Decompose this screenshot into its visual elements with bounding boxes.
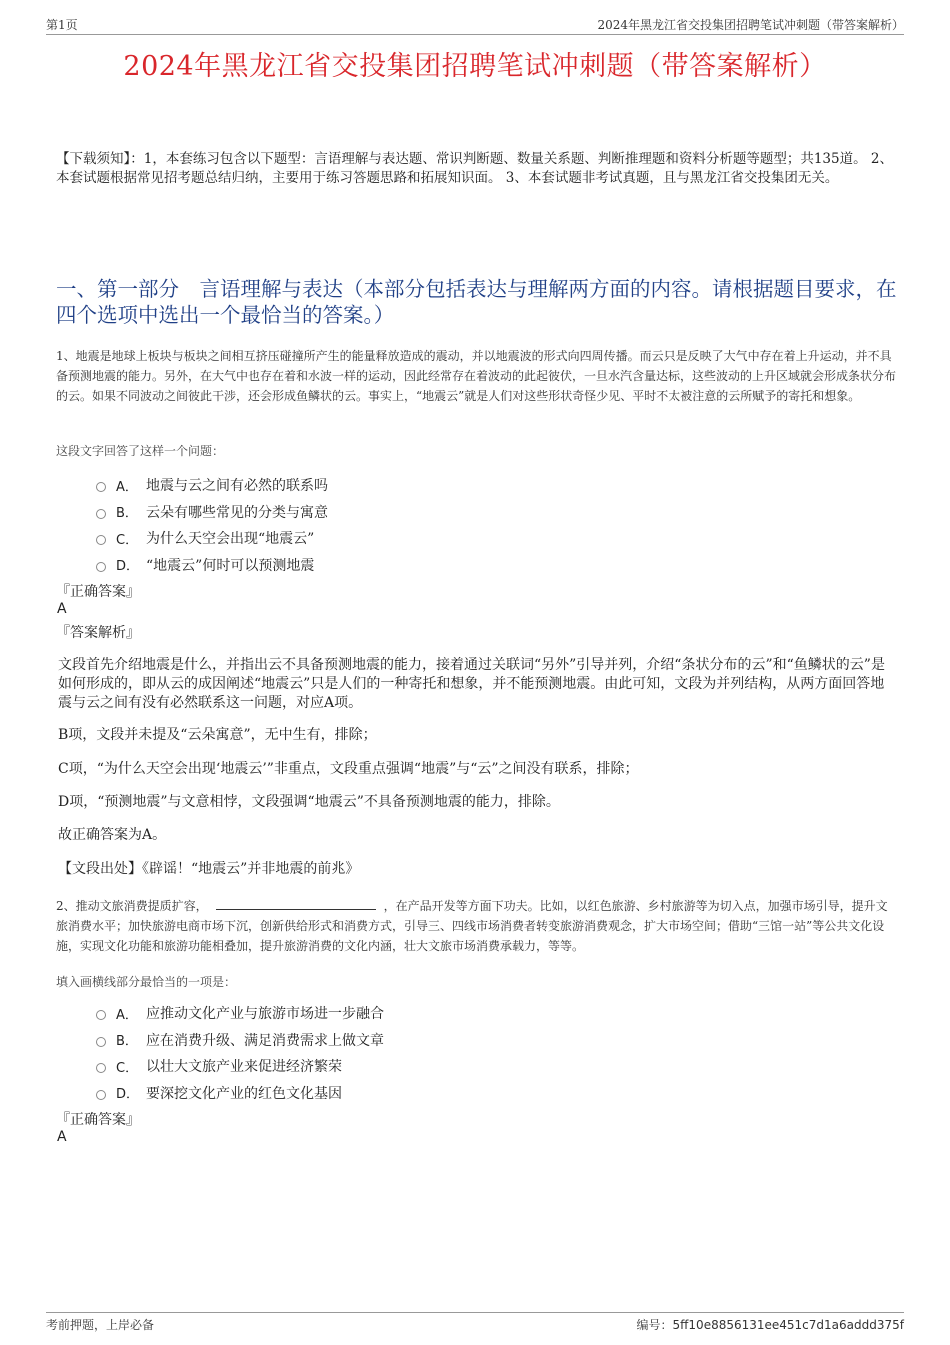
analysis-paragraph: D项，“预测地震”与文意相悖，文段强调“地震云”不具备预测地震的能力，排除。 — [58, 794, 560, 810]
option-letter: A． — [116, 1007, 138, 1023]
question-2-options — [96, 1000, 796, 1106]
analysis-paragraph: 文段首先介绍地震是什么，并指出云不具备预测地震的能力，接着通过关联词“另外”引导并列，介绍“条状分布的云”和“鱼鳞状的云”是如何形成的，即从云的成因阐述“地震云”只是人们的一种寄托和想象，并不能预测地震。由此可知，文段为并列结构，从两方面回答地震与云之间有没有必然联系这一问题，对应A项。 — [58, 657, 885, 711]
question-1-option-a[interactable] — [96, 472, 796, 499]
option-text: 云朵有哪些常见的分类与寓意 — [146, 504, 328, 521]
question-1-options — [96, 472, 796, 578]
page-number: 第1页 — [46, 18, 78, 32]
question-1-answer-label: 『正确答案』 — [56, 584, 140, 600]
question-2-option-a[interactable] — [96, 1000, 796, 1027]
radio-icon[interactable] — [96, 1063, 106, 1073]
header-doc-title: 2024年黑龙江省交投集团招聘笔试冲刺题（带答案解析） — [597, 18, 904, 32]
question-2-text — [56, 896, 898, 956]
option-letter: C． — [116, 1060, 139, 1076]
radio-icon[interactable] — [96, 535, 106, 545]
code-label: 编号： — [636, 1318, 673, 1332]
question-2-option-d[interactable] — [96, 1080, 796, 1107]
radio-icon[interactable] — [96, 509, 106, 519]
radio-icon[interactable] — [96, 1090, 106, 1100]
radio-icon[interactable] — [96, 1037, 106, 1047]
option-letter: C． — [116, 532, 139, 548]
option-letter: D． — [116, 1087, 140, 1103]
radio-icon[interactable] — [96, 482, 106, 492]
source-citation: 【文段出处】《辟谣！“地震云”并非地震的前兆》 — [58, 861, 360, 877]
option-text: 要深挖文化产业的红色文化基因 — [146, 1085, 342, 1102]
download-notice: 【下载须知】：1，本套练习包含以下题型：言语理解与表达题、常识判断题、数量关系题、判断推理题和资料分析题等题型；共135道。 2、本套试题根据常见招考题总结归纳，主要用于练习答题思路和拓展知识面。 3、本套试题非考试真题，且与黑龙江省交投集团无关。 — [56, 151, 893, 186]
analysis-paragraph: B项，文段并未提及“云朵寓意”，无中生有，排除； — [58, 727, 377, 743]
question-1-option-b[interactable] — [96, 499, 796, 526]
analysis-paragraph: C项，“为什么天空会出现‘地震云’”非重点，文段重点强调“地震”与“云”之间没有联系，排除； — [58, 761, 639, 777]
option-text: 地震与云之间有必然的联系吗 — [146, 478, 328, 495]
question-2-answer: A — [57, 1129, 67, 1145]
question-1-prompt: 这段文字回答了这样一个问题： — [56, 444, 225, 458]
question-1-option-d[interactable] — [96, 552, 796, 579]
option-letter: B． — [116, 1034, 138, 1050]
option-letter: A． — [116, 479, 138, 495]
question-2-text-after: ，在产品开发等方面下功夫。比如，以红色旅游、乡村旅游等为切入点，加强市场引导，提升文旅消费水平；加快旅游电商市场下沉，创新供给形式和消费方式，引导三、四线市场消费者转变旅游消费观念，扩大市场空间；借助“三馆一站”等公共文化设施，实现文化功能和旅游功能相叠加，提升旅游消费的文化内涵，壮大文旅市场消费承载力，等等。 — [56, 899, 888, 953]
question-1-option-c[interactable] — [96, 525, 796, 552]
option-text: 为什么天空会出现“地震云” — [146, 531, 315, 548]
question-1-text: 1、地震是地球上板块与板块之间相互挤压碰撞所产生的能量释放造成的震动，并以地震波的形式向四周传播。而云只是反映了大气中存在着上升运动，并不具备预测地震的能力。另外，在大气中也存在着和水波一样的运动，因此经常存在着波动的此起彼伏，一旦水汽含量达标，这些波动的上升区域就会形成条状分布的云。如果不同波动之间彼此干涉，还会形成鱼鳞状的云。事实上，“地震云”就是人们对这些形状奇怪少见、平时不太被注意的云所赋予的寄托和想象。 — [56, 349, 897, 403]
document-code — [637, 1316, 905, 1333]
option-text: 以壮大文旅产业来促进经济繁荣 — [146, 1059, 342, 1076]
question-2-text-before: 2、推动文旅消费提质扩容， — [56, 899, 208, 913]
question-2-option-c[interactable] — [96, 1053, 796, 1080]
option-letter: D． — [116, 559, 140, 575]
option-text: “地震云”何时可以预测地震 — [146, 557, 315, 574]
section-heading: 一、第一部分 言语理解与表达（本部分包括表达与理解两方面的内容。请根据题目要求，在四个选项中选出一个最恰当的答案。） — [56, 277, 897, 327]
question-2-option-b[interactable] — [96, 1027, 796, 1054]
analysis-paragraph: 故正确答案为A。 — [58, 827, 167, 843]
page-footer — [46, 1312, 904, 1335]
question-2-prompt: 填入画横线部分最恰当的一项是： — [56, 975, 237, 989]
question-1-analysis-label: 『答案解析』 — [56, 625, 140, 641]
footer-slogan: 考前押题，上岸必备 — [46, 1318, 155, 1332]
code-value: 5ff10e8856131ee451c7d1a6addd375f — [672, 1318, 904, 1332]
page-header — [46, 14, 904, 35]
question-2-answer-label: 『正确答案』 — [56, 1112, 140, 1128]
question-1-answer: A — [57, 601, 67, 617]
fill-blank-line — [216, 897, 376, 910]
radio-icon[interactable] — [96, 562, 106, 572]
option-letter: B． — [116, 506, 138, 522]
option-text: 应推动文化产业与旅游市场进一步融合 — [146, 1006, 384, 1023]
document-title: 2024年黑龙江省交投集团招聘笔试冲刺题（带答案解析） — [123, 51, 827, 82]
radio-icon[interactable] — [96, 1010, 106, 1020]
option-text: 应在消费升级、满足消费需求上做文章 — [146, 1032, 384, 1049]
